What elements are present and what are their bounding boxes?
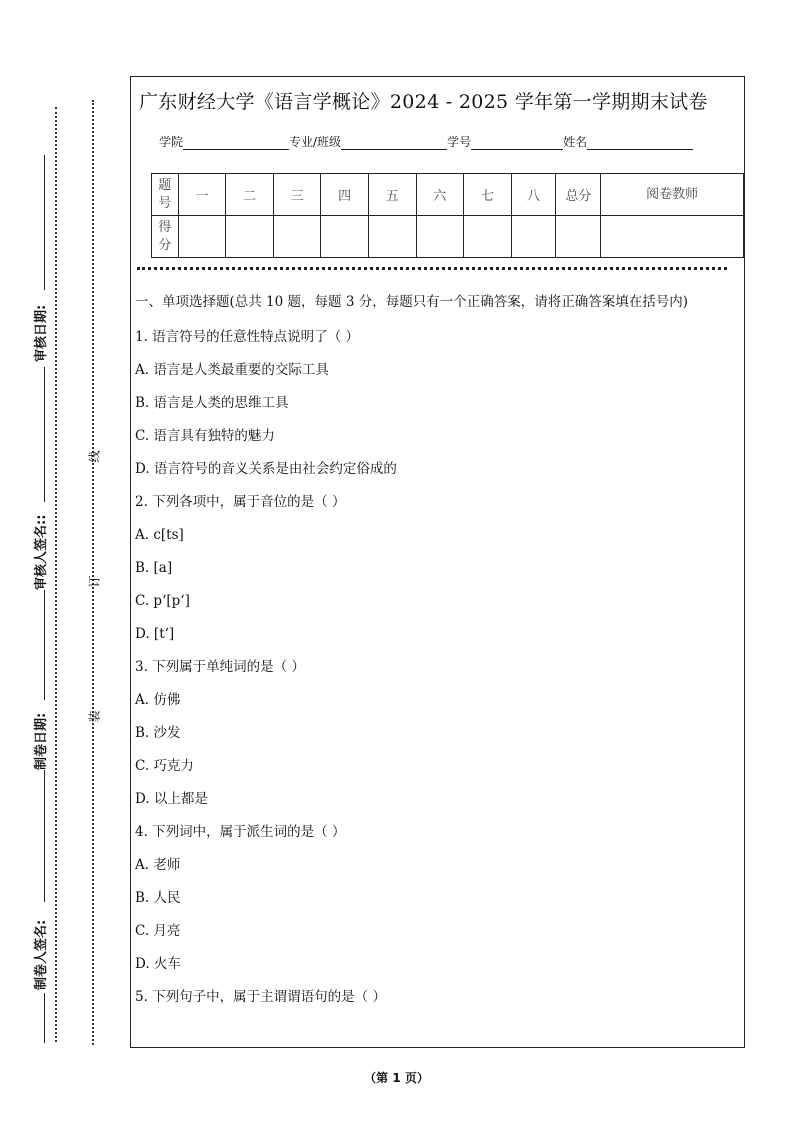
question-option[interactable]: C. 巧克力 (135, 758, 194, 774)
maker-date-line (44, 590, 45, 700)
reviewer-sign-label: 审核人签名:: (34, 514, 49, 590)
question-stem: 4. 下列词中，属于派生词的是（ ） (135, 824, 346, 840)
score-col-3: 三 (273, 174, 321, 216)
score-col-1: 一 (178, 174, 226, 216)
dotted-divider (137, 267, 727, 270)
maker-date-label: 制卷日期: (34, 712, 49, 770)
score-cell[interactable] (464, 216, 512, 258)
section-heading: 一、单项选择题(总共 10 题，每题 3 分，每题只有一个正确答案，请将正确答案填在括号内) (135, 294, 688, 310)
question-option[interactable]: A. 老师 (135, 857, 181, 873)
name-field[interactable] (587, 136, 693, 150)
binding-char-line: 线 (87, 450, 102, 463)
score-cell[interactable] (511, 216, 556, 258)
score-cell[interactable] (368, 216, 416, 258)
score-col-5: 五 (368, 174, 416, 216)
score-col-7: 七 (464, 174, 512, 216)
question-option[interactable]: A. c[ts] (135, 527, 184, 543)
question-stem: 3. 下列属于单纯词的是（ ） (135, 659, 305, 675)
question-option[interactable]: C. 月亮 (135, 923, 181, 939)
score-table-score-row (152, 216, 744, 258)
student-id-field[interactable] (471, 136, 563, 150)
binding-dotted-line-left (55, 107, 57, 1042)
score-cell[interactable] (556, 216, 601, 258)
question-stem: 1. 语言符号的任意性特点说明了（ ） (135, 329, 359, 345)
score-cell[interactable] (226, 216, 274, 258)
question-option[interactable]: A. 仿佛 (135, 692, 181, 708)
college-field[interactable] (183, 136, 289, 150)
student-id-label: 学号 (447, 135, 472, 149)
score-cell[interactable] (178, 216, 226, 258)
question-option[interactable]: B. 人民 (135, 890, 181, 906)
score-table (151, 173, 744, 258)
question-option[interactable]: D. 火车 (135, 956, 181, 972)
major-label: 专业/班级 (289, 135, 342, 149)
question-list (135, 321, 741, 1014)
exam-title: 广东财经大学《语言学概论》2024 - 2025 学年第一学期期末试卷 (139, 91, 708, 113)
score-col-8: 八 (511, 174, 556, 216)
score-cell[interactable] (416, 216, 464, 258)
binding-char-zhuang: 装 (87, 710, 102, 723)
major-field[interactable] (341, 136, 447, 150)
maker-sign-tail-line (44, 993, 45, 1043)
score-cell[interactable] (321, 216, 369, 258)
exam-frame (130, 76, 745, 1048)
question-option[interactable]: D. [t‘] (135, 626, 175, 642)
score-col-grader: 阅卷教师 (601, 174, 744, 216)
question-content (135, 291, 741, 1014)
question-stem: 5. 下列句子中，属于主谓谓语句的是（ ） (135, 989, 386, 1005)
score-table-row-head: 题号 (152, 174, 179, 216)
question-option[interactable]: B. 语言是人类的思维工具 (135, 395, 289, 411)
reviewer-date-label: 审核日期: (34, 304, 49, 362)
score-col-6: 六 (416, 174, 464, 216)
score-col-total: 总分 (556, 174, 601, 216)
question-option[interactable]: D. 语言符号的音义关系是由社会约定俗成的 (135, 461, 397, 477)
maker-sign-line (44, 770, 45, 902)
score-col-4: 四 (321, 174, 369, 216)
question-option[interactable]: A. 语言是人类最重要的交际工具 (135, 362, 329, 378)
question-option[interactable]: D. 以上都是 (135, 791, 208, 807)
page-number: （第 1 页） (364, 1071, 429, 1085)
question-option[interactable]: B. [a] (135, 560, 173, 576)
score-table-header-row (152, 174, 744, 216)
maker-sign-label: 制卷人签名: (34, 919, 49, 990)
reviewer-date-line (44, 155, 45, 290)
student-info-row (159, 133, 693, 150)
score-cell[interactable] (273, 216, 321, 258)
question-stem: 2. 下列各项中，属于音位的是（ ） (135, 494, 346, 510)
question-option[interactable]: C. 语言具有独特的魅力 (135, 428, 275, 444)
score-row-head: 得分 (152, 216, 179, 258)
binding-dotted-line-right (92, 100, 94, 1045)
score-col-2: 二 (226, 174, 274, 216)
question-option[interactable]: B. 沙发 (135, 725, 181, 741)
reviewer-sign-line (44, 367, 45, 502)
college-label: 学院 (159, 135, 184, 149)
score-cell[interactable] (601, 216, 744, 258)
binding-char-ding: 订 (87, 575, 102, 588)
question-option[interactable]: C. p‘[p‘] (135, 593, 190, 609)
name-label: 姓名 (563, 135, 588, 149)
